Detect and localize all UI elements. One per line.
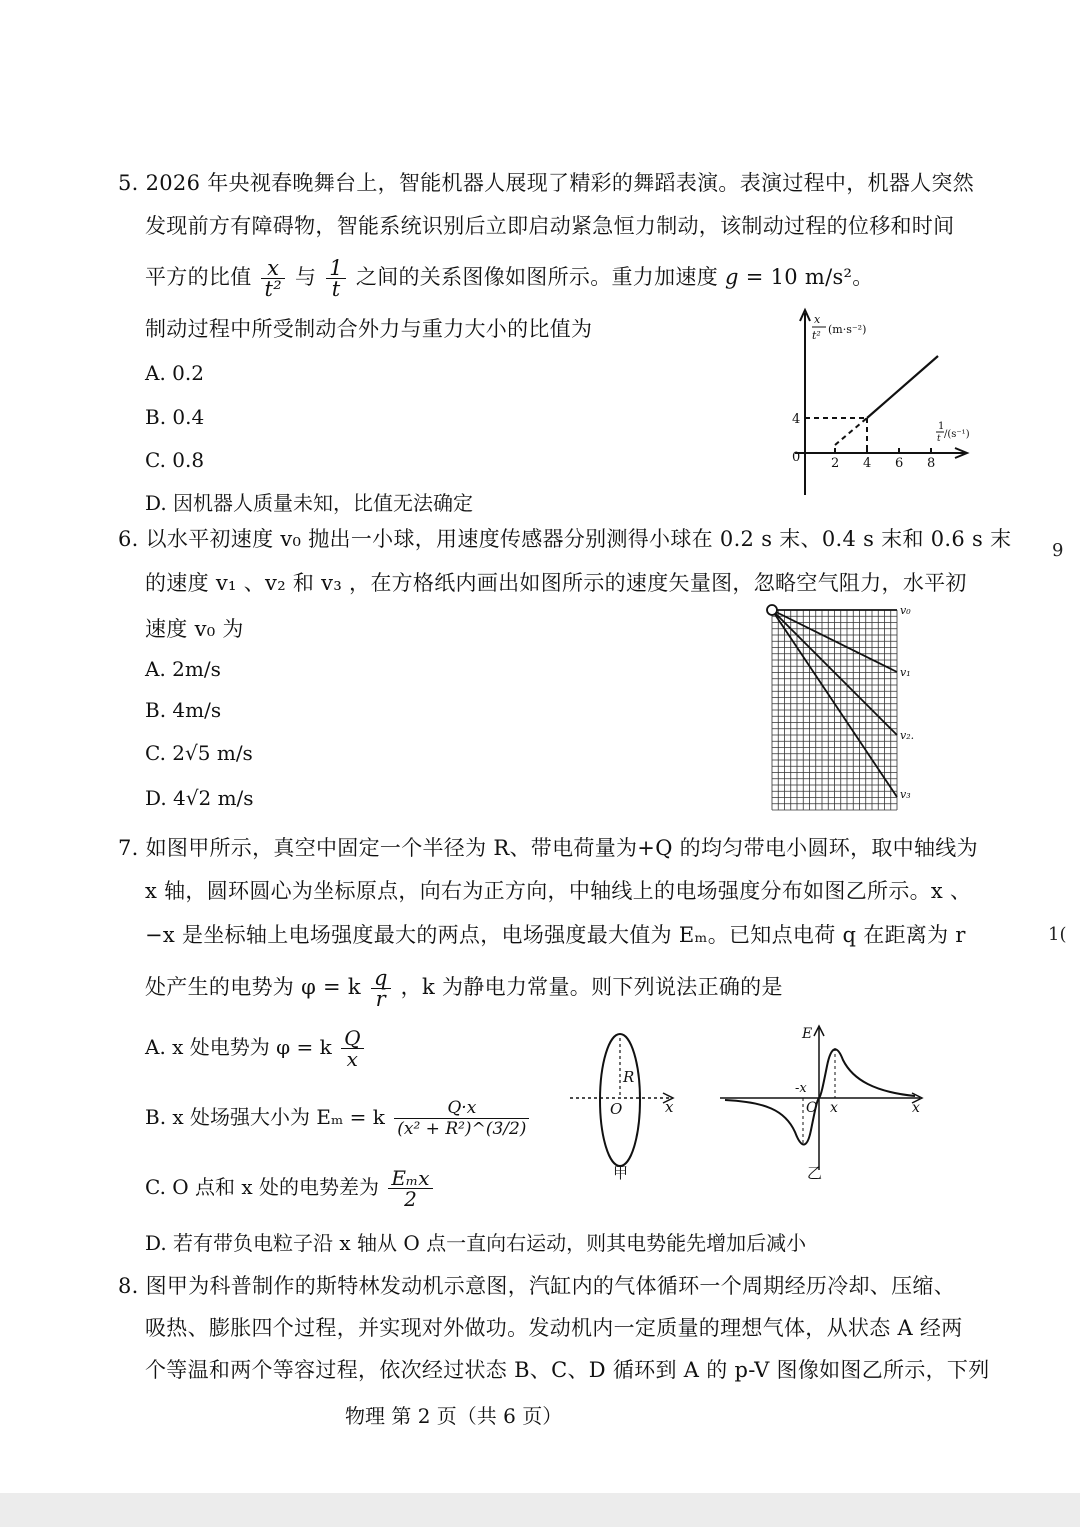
q7-line-4-b: ，k 为静电力常量。则下列说法正确的是 — [400, 975, 783, 999]
q7-b-fraction — [394, 1098, 529, 1139]
q5-fraction-x-over-t2 — [261, 258, 284, 299]
launch-point-icon — [767, 605, 777, 615]
q5-question: 制动过程中所受制动合外力与重力大小的比值为 — [145, 317, 593, 341]
y-label-den: t² — [812, 329, 821, 342]
q5-line-3-a: 平方的比值 — [145, 265, 252, 289]
q6-line-1: 6. 以水平初速度 v₀ 抛出一小球，用速度传感器分别测得小球在 0.2 s 末、0.4 s 末和 0.6 s 末 — [118, 527, 1012, 551]
q7-fraction-q-over-r — [371, 968, 391, 1009]
q7-option-b[interactable] — [145, 1098, 532, 1139]
frac-denominator: x — [346, 1047, 358, 1071]
q7-c-fraction — [388, 1168, 432, 1209]
x-tick-label: 4 — [863, 456, 872, 471]
q7-line-1: 7. 如图甲所示，真空中固定一个半径为 R、带电荷量为+Q 的均匀带电小圆环，取中轴线为 — [118, 836, 978, 860]
q7-figure-yi — [715, 1020, 930, 1185]
label-v1: v₁ — [900, 666, 911, 679]
q8-line-1: 8. 图甲为科普制作的斯特林发动机示意图，汽缸内的气体循环一个周期经历冷却、压缩、 — [118, 1274, 956, 1298]
q5-option-c[interactable]: C. 0.8 — [145, 448, 205, 472]
margin-mark: 1( — [1048, 924, 1067, 945]
q5-line-3 — [145, 258, 874, 299]
q6-option-d[interactable]: D. 4√2 m/s — [145, 786, 254, 810]
q5-option-b[interactable]: B. 0.4 — [145, 405, 205, 429]
y-unit: (m·s⁻²) — [828, 323, 867, 336]
q5-line-3-d: = 10 m/s²。 — [738, 265, 874, 289]
q6-option-c[interactable]: C. 2√5 m/s — [145, 741, 253, 765]
field-curve — [725, 1049, 915, 1144]
q7-option-d[interactable]: D. 若有带负电粒子沿 x 轴从 O 点一直向右运动，则其电势能先增加后减小 — [145, 1231, 807, 1255]
q7-line-4 — [145, 968, 783, 1009]
q5-option-d[interactable]: D. 因机器人质量未知，比值无法确定 — [145, 491, 474, 515]
graph-dashed-extension — [835, 418, 867, 445]
q6-velocity-grid — [760, 598, 930, 812]
graph-line — [867, 356, 938, 418]
margin-mark: 9 — [1052, 540, 1064, 561]
label-x-axis: x — [912, 1100, 920, 1116]
frac-numerator: Eₘx — [388, 1168, 432, 1189]
q8-line-2: 吸热、膨胀四个过程，并实现对外做功。发动机内一定质量的理想气体，从状态 A 经两 — [145, 1316, 963, 1340]
q5-line-1: 5. 2026 年央视春晚舞台上，智能机器人展现了精彩的舞蹈表演。表演过程中，机器人突然 — [118, 171, 975, 195]
label-x-mark: x — [830, 1100, 838, 1116]
frac-numerator: q — [371, 968, 391, 989]
q7-line-4-a: 处产生的电势为 φ = k — [145, 975, 361, 999]
label-v2: v₂. — [900, 729, 915, 742]
label-x: x — [665, 1098, 674, 1116]
q7-a-fraction — [341, 1028, 363, 1069]
option-text: C. O 点和 x 处的电势差为 — [145, 1175, 380, 1199]
label-O: O — [806, 1100, 818, 1116]
label-O: O — [610, 1100, 623, 1118]
x-tick-label: 6 — [895, 456, 904, 471]
q6-option-b[interactable]: B. 4m/s — [145, 698, 222, 722]
origin-label: 0 — [792, 450, 801, 465]
page-footer: 物理 第 2 页（共 6 页） — [345, 1404, 563, 1428]
frac-denominator: t² — [264, 277, 282, 301]
q5-line-2: 发现前方有障碍物，智能系统识别后立即启动紧急恒力制动，该制动过程的位移和时间 — [145, 214, 955, 238]
q5-g-symbol: g — [724, 265, 739, 289]
x-label-den: t — [937, 434, 941, 444]
label-v0: v₀ — [900, 604, 911, 617]
label-E: E — [802, 1026, 813, 1042]
q7-option-c[interactable] — [145, 1168, 436, 1209]
label-R: R — [623, 1068, 635, 1086]
x-label-num: 1 — [938, 421, 945, 432]
page-bottom-edge — [0, 1493, 1080, 1527]
caption-yi: 乙 — [807, 1164, 823, 1182]
x-tick-label: 8 — [927, 456, 936, 471]
q7-figure-jia — [565, 1030, 695, 1185]
q8-line-3: 个等温和两个等容过程，依次经过状态 B、C、D 循环到 A 的 p-V 图像如图乙所示，下列 — [145, 1358, 990, 1382]
frac-denominator: (x² + R²)^(3/2) — [397, 1119, 527, 1139]
caption-jia: 甲 — [613, 1164, 629, 1182]
frac-numerator: Q·x — [394, 1098, 529, 1119]
frac-denominator: r — [375, 987, 386, 1011]
q5-line-3-c: 之间的关系图像如图所示。重力加速度 — [355, 265, 718, 289]
option-text: B. x 处场强大小为 Eₘ = k — [145, 1105, 385, 1129]
frac-numerator: x — [261, 258, 284, 279]
y-label-num: x — [814, 313, 821, 326]
frac-denominator: t — [331, 277, 341, 301]
y-tick-label: 4 — [792, 412, 801, 427]
frac-numerator: Q — [341, 1028, 363, 1049]
x-tick-label: 2 — [831, 456, 840, 471]
label-neg-x: -x — [795, 1081, 807, 1096]
q7-line-2: x 轴，圆环圆心为坐标原点，向右为正方向，中轴线上的电场强度分布如图乙所示。x 、 — [145, 879, 972, 903]
frac-denominator: 2 — [404, 1187, 417, 1211]
q6-line-3: 速度 v₀ 为 — [145, 617, 244, 641]
q5-fraction-1-over-t — [326, 258, 346, 299]
label-v3: v₃ — [900, 788, 911, 801]
q5-graph — [780, 305, 980, 505]
q6-option-a[interactable]: A. 2m/s — [145, 657, 221, 681]
q7-option-a[interactable] — [145, 1028, 367, 1069]
q5-line-3-b: 与 — [294, 265, 317, 289]
q7-line-3: −x 是坐标轴上电场强度最大的两点，电场强度最大值为 Eₘ。已知点电荷 q 在距离为 r — [145, 923, 966, 947]
x-unit: /(s⁻¹) — [944, 429, 970, 440]
option-text: A. x 处电势为 φ = k — [145, 1035, 332, 1059]
frac-numerator: 1 — [326, 258, 346, 279]
q5-option-a[interactable]: A. 0.2 — [145, 361, 204, 385]
q6-line-2: 的速度 v₁ 、v₂ 和 v₃ ，在方格纸内画出如图所示的速度矢量图，忽略空气阻力，水平初 — [145, 571, 967, 595]
